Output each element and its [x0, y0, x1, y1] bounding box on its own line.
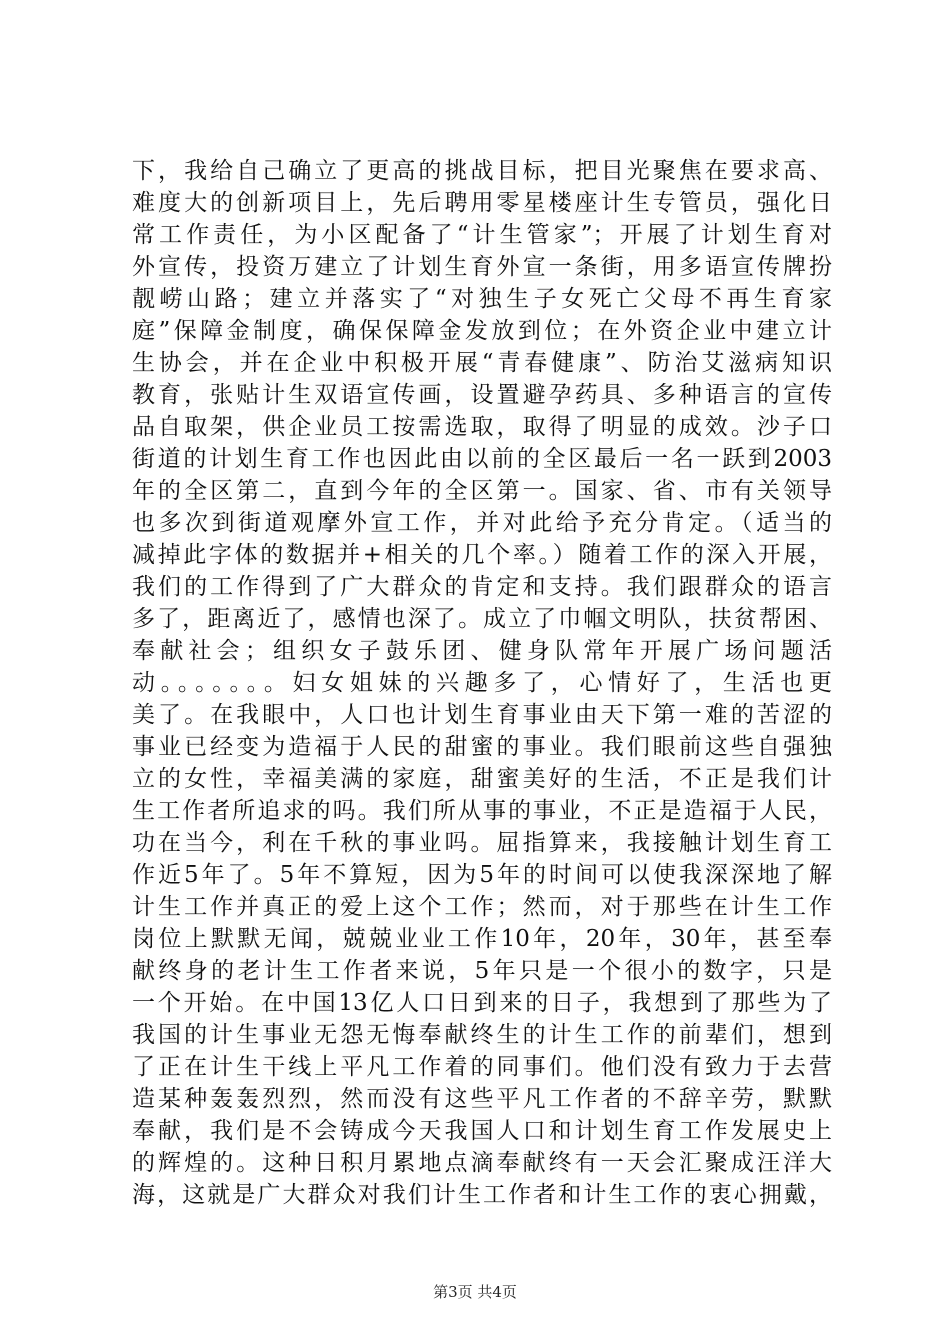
text-line: 奉献，我们是不会铸成今天我国人口和计划生育工作发展史上 [132, 1118, 832, 1144]
text-line: 岗位上默默无闻，兢兢业业工作10年，20年，30年，甚至奉 [132, 926, 832, 952]
text-line: 奉献社会；组织女子鼓乐团、健身队常年开展广场问题活 [132, 638, 832, 664]
text-line: 多了，距离近了，感情也深了。成立了巾帼文明队，扶贫帮困、 [132, 606, 832, 632]
text-line: 生工作者所追求的吗。我们所从事的事业，不正是造福于人民， [132, 798, 832, 824]
text-line: 造某种轰轰烈烈，然而没有这些平凡工作者的不辞辛劳，默默 [132, 1086, 832, 1112]
body-paragraph [132, 155, 832, 1211]
text-line: 我国的计生事业无怨无悔奉献终生的计生工作的前辈们，想到 [132, 1022, 832, 1048]
text-line: 作近5年了。5年不算短，因为5年的时间可以使我深深地了解 [132, 862, 832, 888]
text-line: 一个开始。在中国13亿人口日到来的日子，我想到了那些为了 [132, 990, 832, 1016]
text-line: 外宣传，投资万建立了计划生育外宣一条街，用多语宣传牌扮 [132, 254, 832, 280]
text-line: 事业已经变为造福于人民的甜蜜的事业。我们眼前这些自强独 [132, 734, 832, 760]
text-line: 靓崂山路；建立并落实了“对独生子女死亡父母不再生育家 [132, 286, 832, 312]
text-line: 庭”保障金制度，确保保障金发放到位；在外资企业中建立计 [132, 318, 832, 344]
text-line: 动。。。。。。。妇女姐妹的兴趣多了，心情好了，生活也更 [132, 670, 832, 696]
page-footer [0, 1281, 950, 1302]
text-line: 常工作责任，为小区配备了“计生管家”；开展了计划生育对 [132, 222, 832, 248]
text-line: 品自取架，供企业员工按需选取，取得了明显的成效。沙子口 [132, 414, 832, 440]
text-line: 功在当今，利在千秋的事业吗。屈指算来，我接触计划生育工 [132, 830, 832, 856]
text-line: 的辉煌的。这种日积月累地点滴奉献终有一天会汇聚成汪洋大 [132, 1150, 832, 1176]
page-number-label: 第3页 共4页 [433, 1283, 517, 1301]
text-line: 街道的计划生育工作也因此由以前的全区最后一名一跃到2003 [132, 446, 832, 472]
text-line: 也多次到街道观摩外宣工作，并对此给予充分肯定。（适当的 [132, 510, 832, 536]
text-line: 减掉此字体的数据并+相关的几个率。）随着工作的深入开展， [132, 542, 832, 568]
text-line: 下，我给自己确立了更高的挑战目标，把目光聚焦在要求高、 [132, 158, 832, 184]
text-line: 献终身的老计生工作者来说，5年只是一个很小的数字，只是 [132, 958, 832, 984]
text-line: 美了。在我眼中，人口也计划生育事业由天下第一难的苦涩的 [132, 702, 832, 728]
text-line: 年的全区第二，直到今年的全区第一。国家、省、市有关领导 [132, 478, 832, 504]
text-line: 我们的工作得到了广大群众的肯定和支持。我们跟群众的语言 [132, 574, 832, 600]
text-line: 了正在计生干线上平凡工作着的同事们。他们没有致力于去营 [132, 1054, 832, 1080]
text-line: 生协会，并在企业中积极开展“青春健康”、防治艾滋病知识 [132, 350, 832, 376]
text-line: 海，这就是广大群众对我们计生工作者和计生工作的衷心拥戴， [132, 1182, 832, 1208]
text-line: 计生工作并真正的爱上这个工作；然而，对于那些在计生工作 [132, 894, 832, 920]
text-line: 难度大的创新项目上，先后聘用零星楼座计生专管员，强化日 [132, 190, 832, 216]
text-line: 立的女性，幸福美满的家庭，甜蜜美好的生活，不正是我们计 [132, 766, 832, 792]
text-line: 教育，张贴计生双语宣传画，设置避孕药具、多种语言的宣传 [132, 382, 832, 408]
